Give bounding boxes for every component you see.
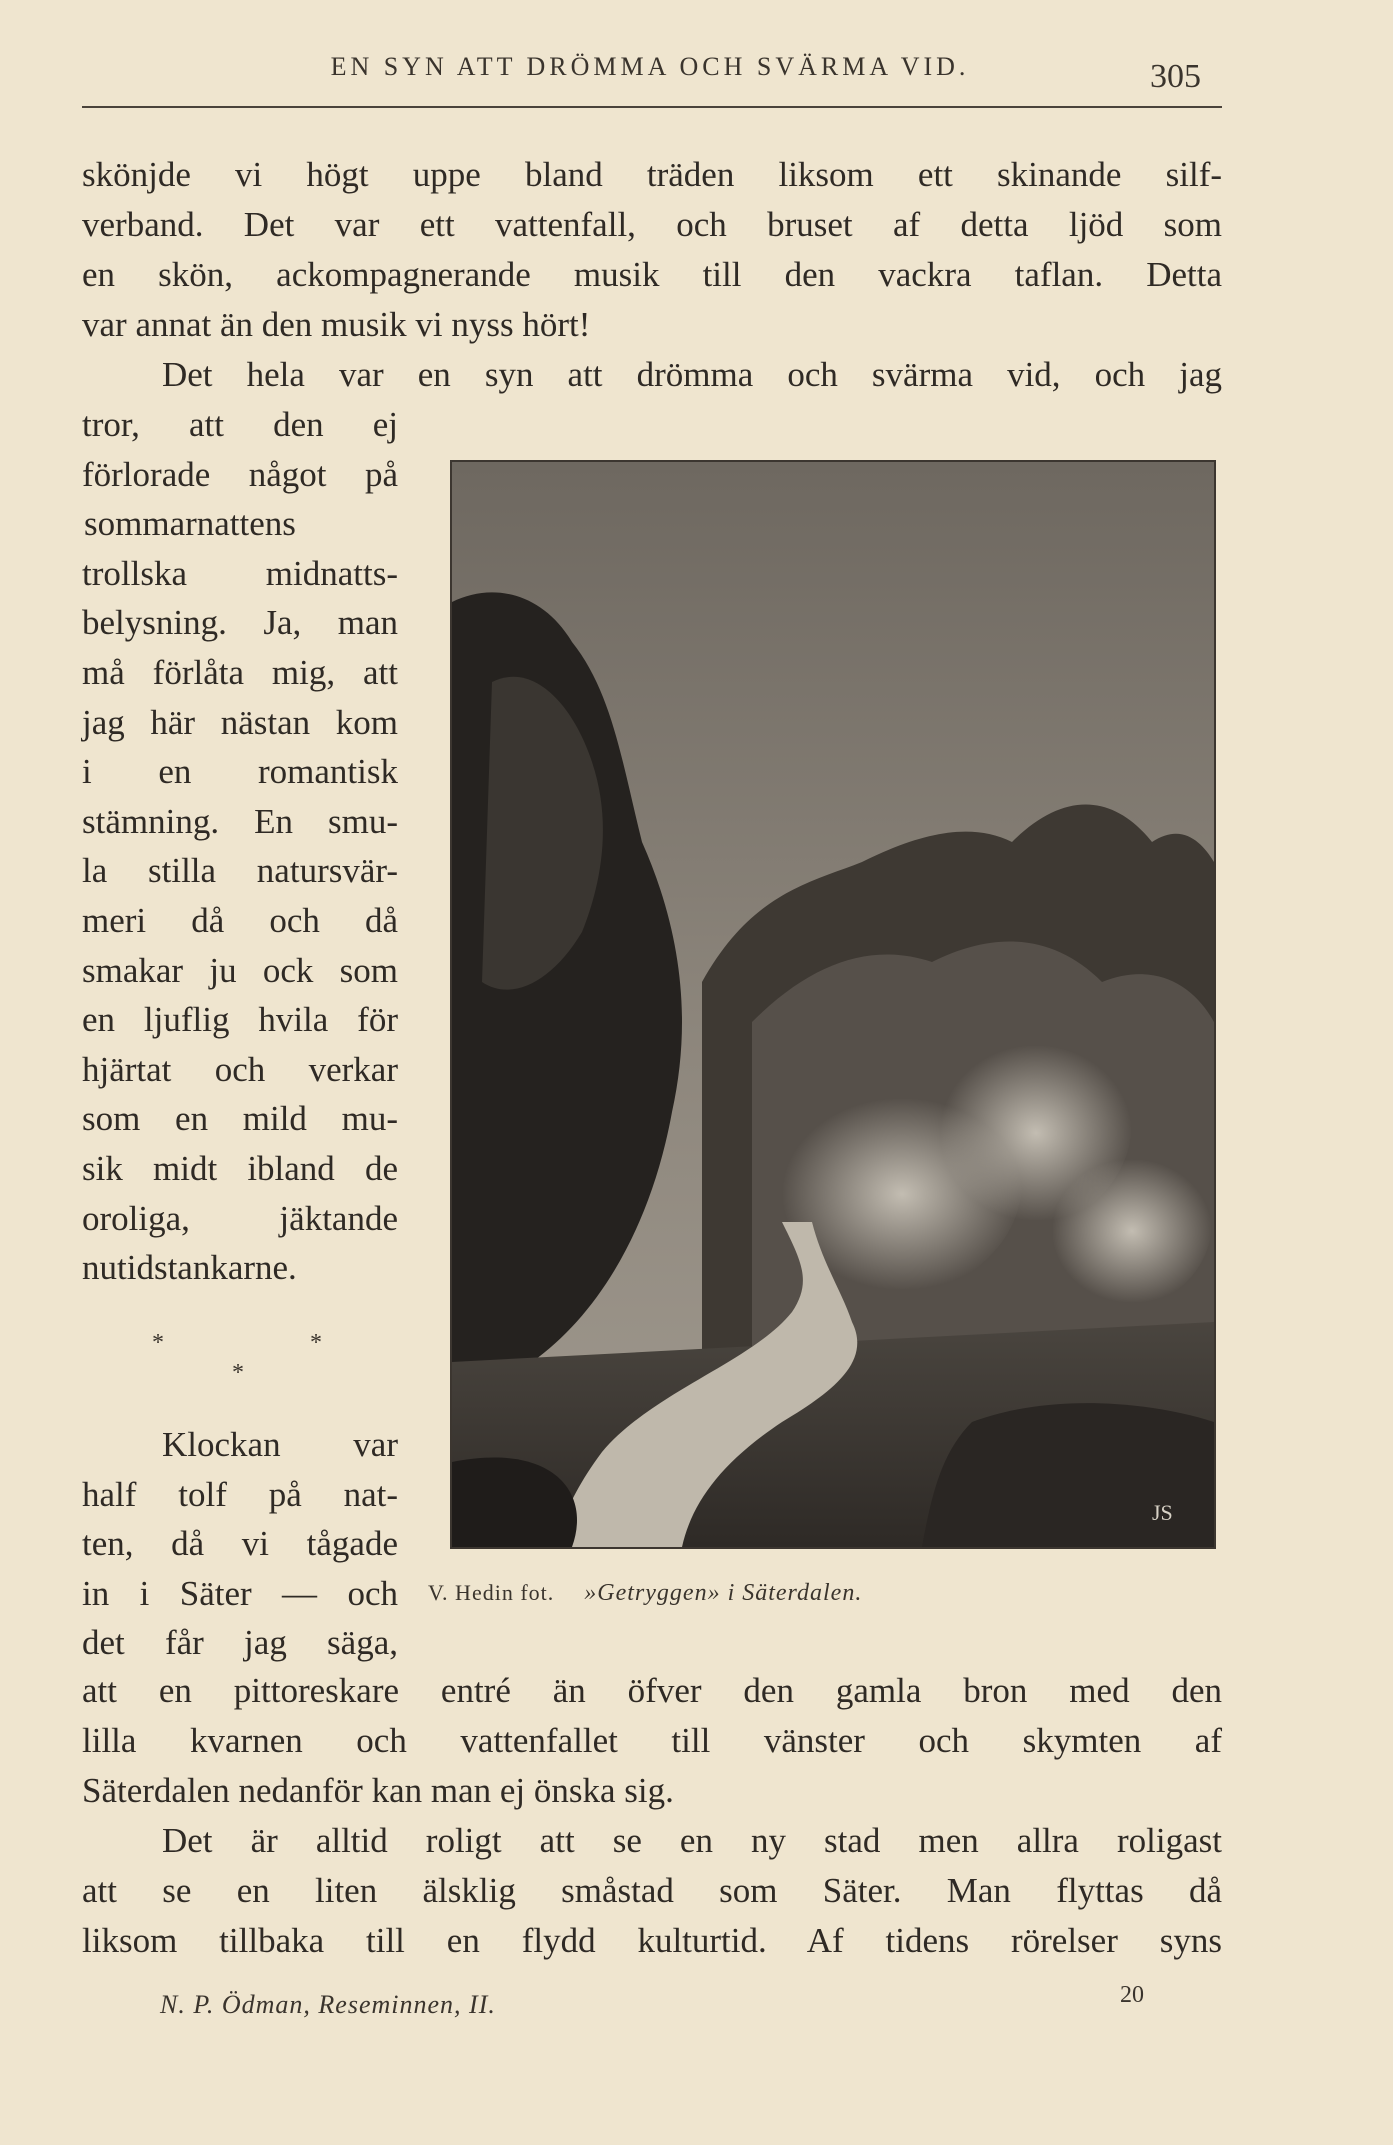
- header-rule: [82, 106, 1222, 108]
- asterisk: *: [152, 1330, 164, 1356]
- body-left-column: [82, 400, 398, 1293]
- text-line: Säterdalen nedanför kan man ej önska sig.: [82, 1771, 674, 1810]
- text-line: sommarnattens: [84, 504, 296, 544]
- text-line: att se en liten älsklig småstad som Säter. Man flyttas då: [82, 1871, 1222, 1910]
- text-line: oroliga, jäktande: [82, 1198, 398, 1238]
- photo-title: »Getryggen» i Säterdalen.: [584, 1580, 863, 1606]
- photograph: [450, 460, 1216, 1549]
- text-line: Det är alltid roligt att se en ny stad men allra roligast: [162, 1821, 1222, 1860]
- text-line: det får jag säga,: [82, 1623, 398, 1663]
- signature-mark: 20: [1120, 1982, 1144, 2008]
- text-line: i en romantisk: [82, 752, 398, 792]
- text-line: förlorade något på: [82, 454, 398, 494]
- landscape-photo: [452, 462, 1214, 1547]
- body-top: [82, 150, 1222, 400]
- text-line: trollska midnatts-: [82, 553, 398, 593]
- asterisk: *: [232, 1360, 244, 1386]
- text-line: tror, att den ej: [82, 405, 398, 444]
- text-line: smakar ju ock som: [82, 950, 398, 990]
- asterisk: *: [310, 1330, 322, 1356]
- figure-caption: [428, 1580, 1228, 1607]
- text-line: verband. Det var ett vattenfall, och bruset af detta ljöd som: [82, 205, 1222, 244]
- text-line: skönjde vi högt uppe bland träden liksom ett skinande silf-: [82, 155, 1222, 194]
- text-line: att en pittoreskare entré än öfver den gamla bron med den: [82, 1671, 1222, 1710]
- page-number: 305: [1150, 58, 1201, 95]
- text-line: ten, då vi tågade: [82, 1524, 398, 1564]
- text-line: må förlåta mig, att: [82, 652, 398, 692]
- text-line: jag här nästan kom: [82, 702, 398, 742]
- photo-signature: JS: [1152, 1500, 1173, 1525]
- text-line: belysning. Ja, man: [82, 603, 398, 643]
- text-line: var annat än den musik vi nyss hört!: [82, 305, 591, 344]
- footer-book-title: N. P. Ödman, Reseminnen, II.: [160, 1990, 496, 2019]
- text-line: liksom tillbaka till en flydd kulturtid. Af tidens rörelser syns: [82, 1921, 1222, 1960]
- text-line: en skön, ackompagnerande musik till den vackra taflan. Detta: [82, 255, 1222, 294]
- text-line: Klockan var: [162, 1425, 398, 1464]
- photo-credit: V. Hedin fot.: [428, 1580, 555, 1605]
- body-bottom: [82, 1666, 1222, 1966]
- text-line: som en mild mu-: [82, 1099, 398, 1139]
- text-line: half tolf på nat-: [82, 1474, 398, 1514]
- text-line: meri då och då: [82, 900, 398, 940]
- text-line: stämning. En smu-: [82, 801, 398, 841]
- text-line: hjärtat och verkar: [82, 1049, 398, 1089]
- text-line: nutidstankarne.: [82, 1248, 297, 1288]
- running-title: EN SYN ATT DRÖMMA OCH SVÄRMA VID.: [330, 52, 970, 81]
- text-line: en ljuflig hvila för: [82, 1000, 398, 1040]
- text-line: sik midt ibland de: [82, 1148, 398, 1188]
- body-left-column-2: [82, 1420, 398, 1668]
- text-line: Det hela var en syn att drömma och svärma vid, och jag: [162, 355, 1222, 394]
- text-line: lilla kvarnen och vattenfallet till vänster och skymten af: [82, 1721, 1222, 1760]
- text-line: in i Säter — och: [82, 1573, 398, 1613]
- text-line: la stilla natursvär-: [82, 851, 398, 891]
